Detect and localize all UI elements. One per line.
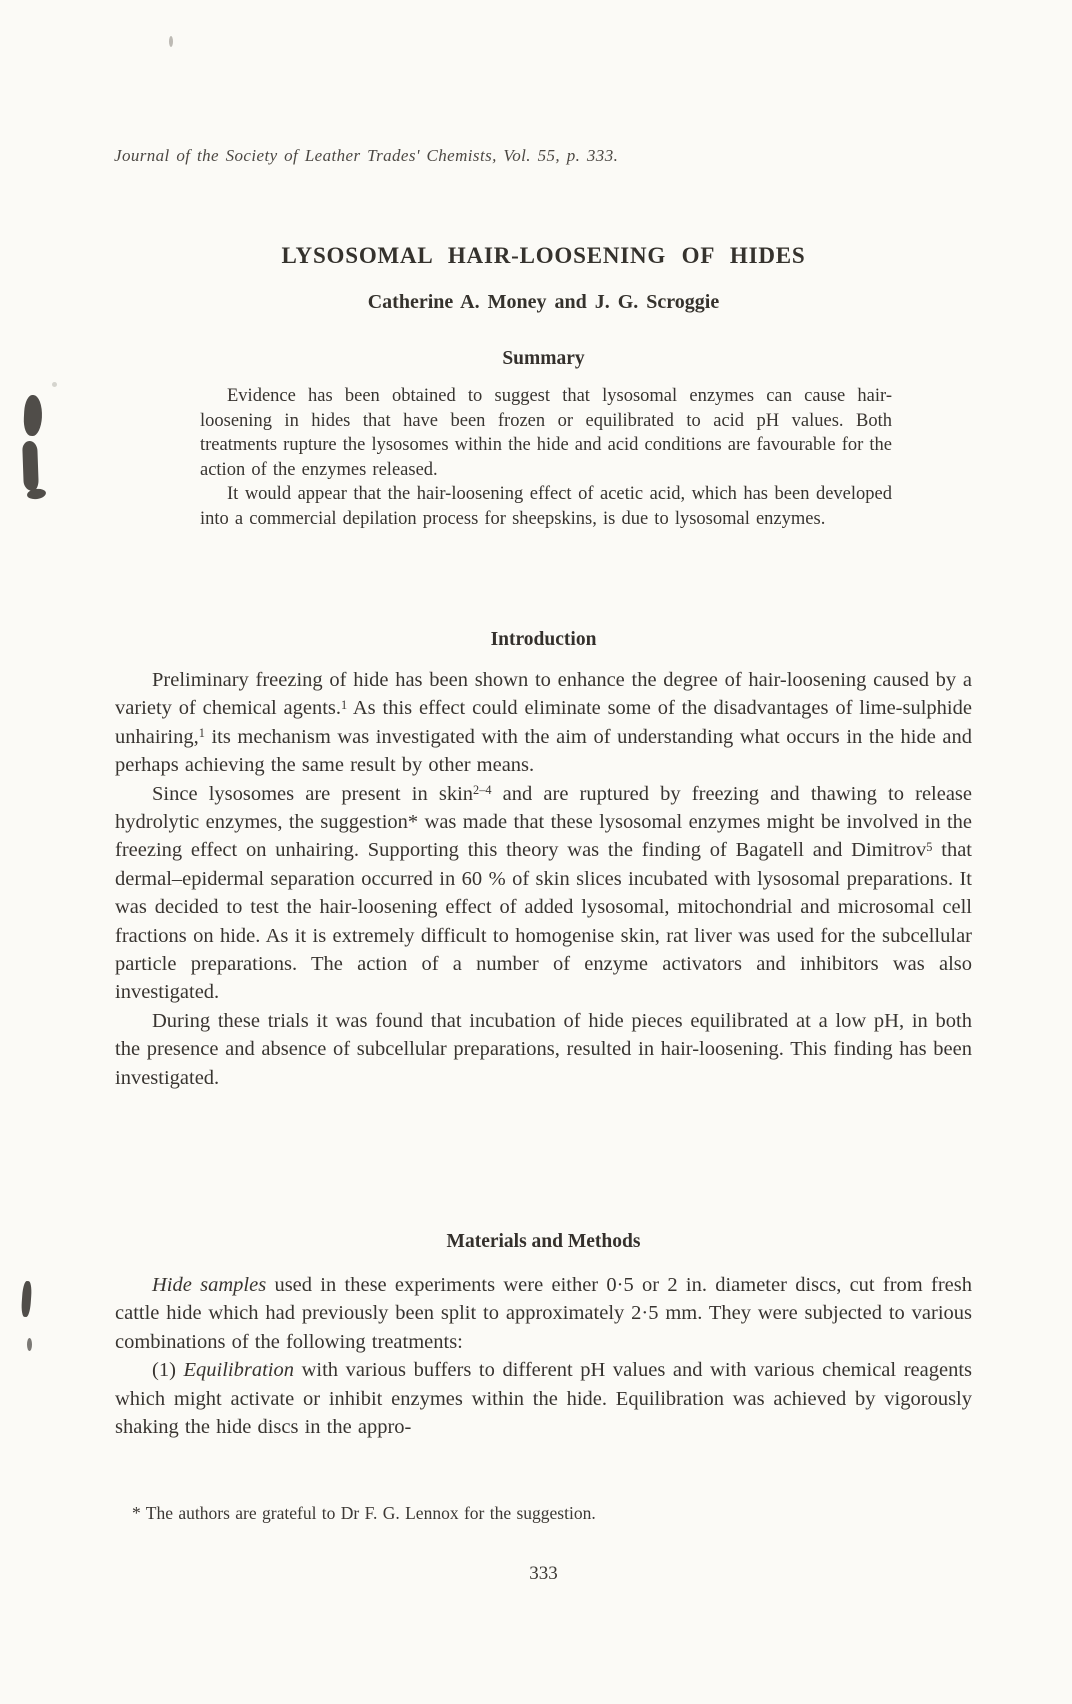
- summary-section: [200, 384, 892, 532]
- introduction-paragraph: During these trials it was found that incubation of hide pieces equilibrated at a low pH, in both the presence and absence of subcellular preparations, resulted in hair-loosening. This finding has been investigated.: [115, 1009, 972, 1089]
- summary-heading: Summary: [502, 348, 585, 369]
- ink-smudge: [27, 1338, 32, 1351]
- summary-paragraph: Evidence has been obtained to suggest that lysosomal enzymes can cause hair-loosening in hides that have been frozen or equilibrated to acid pH values. Both treatments rupture the lysosomes within the hide and acid conditions are favourable for the action of the enzymes released.: [200, 386, 892, 480]
- introduction-paragraph: Preliminary freezing of hide has been shown to enhance the degree of hair-loosening caused by a variety of chemical agents.$^1$ As this effect could eliminate some of the disadvantages of lime-sulphide unhairing,$^1$ its mechanism was investigated with the aim of understanding what occurs in the hide and perhaps achieving the same result by other means.: [115, 669, 972, 777]
- materials-paragraph: (1) Equilibration with various buffers to different pH values and with various chemical reagents which might activate or inhibit enzymes within the hide. Equilibration was achieved by vigorously shaking the hide discs in the appro-: [115, 1359, 972, 1439]
- ink-smudge: [21, 1281, 32, 1318]
- journal-citation-line: Journal of the Society of Leather Trades' Chemists, Vol. 55, p. 333.: [114, 146, 619, 165]
- ink-smudge: [22, 441, 39, 491]
- article-authors: Catherine A. Money and J. G. Scroggie: [367, 291, 720, 313]
- page-number: 333: [529, 1563, 558, 1584]
- paper-speck: [52, 382, 57, 387]
- materials-paragraph: Hide samples used in these experiments were either 0·5 or 2 in. diameter discs, cut from fresh cattle hide which had previously been split to approximately 2·5 mm. They were subjected to various combinations of the following treatments:: [115, 1274, 973, 1353]
- introduction-paragraph: Since lysosomes are present in skin$^{2-4}$ and are ruptured by freezing and thawing to release hydrolytic enzymes, the suggestion* was made that these lysosomal enzymes might be involved in the freezing effect on unhairing. Supporting this theory was the finding of Bagatell and Dimitrov$^5$ that dermal–epidermal separation occurred in 60 % of skin slices incubated with lysosomal preparations. It was decided to test the hair-loosening effect of added lysosomal, mitochondrial and microsomal cell fractions on hide. As it is extremely difficult to homogenise skin, rat liver was used for the subcellular particle preparations. The action of a number of enzyme activators and inhibitors was also investigated.: [115, 782, 973, 1004]
- ink-smudge: [23, 395, 43, 437]
- article-title: LYSOSOMAL HAIR-LOOSENING OF HIDES: [281, 243, 806, 268]
- materials-methods-section: [115, 1271, 972, 1441]
- materials-methods-heading: Materials and Methods: [446, 1231, 641, 1252]
- footnote: * The authors are grateful to Dr F. G. Lennox for the suggestion.: [132, 1503, 596, 1523]
- introduction-section: [115, 666, 972, 1092]
- summary-paragraph: It would appear that the hair-loosening effect of acetic acid, which has been developed into a commercial depilation process for sheepskins, is due to lysosomal enzymes.: [200, 484, 892, 529]
- paper-speck: [169, 36, 173, 47]
- introduction-heading: Introduction: [490, 629, 597, 650]
